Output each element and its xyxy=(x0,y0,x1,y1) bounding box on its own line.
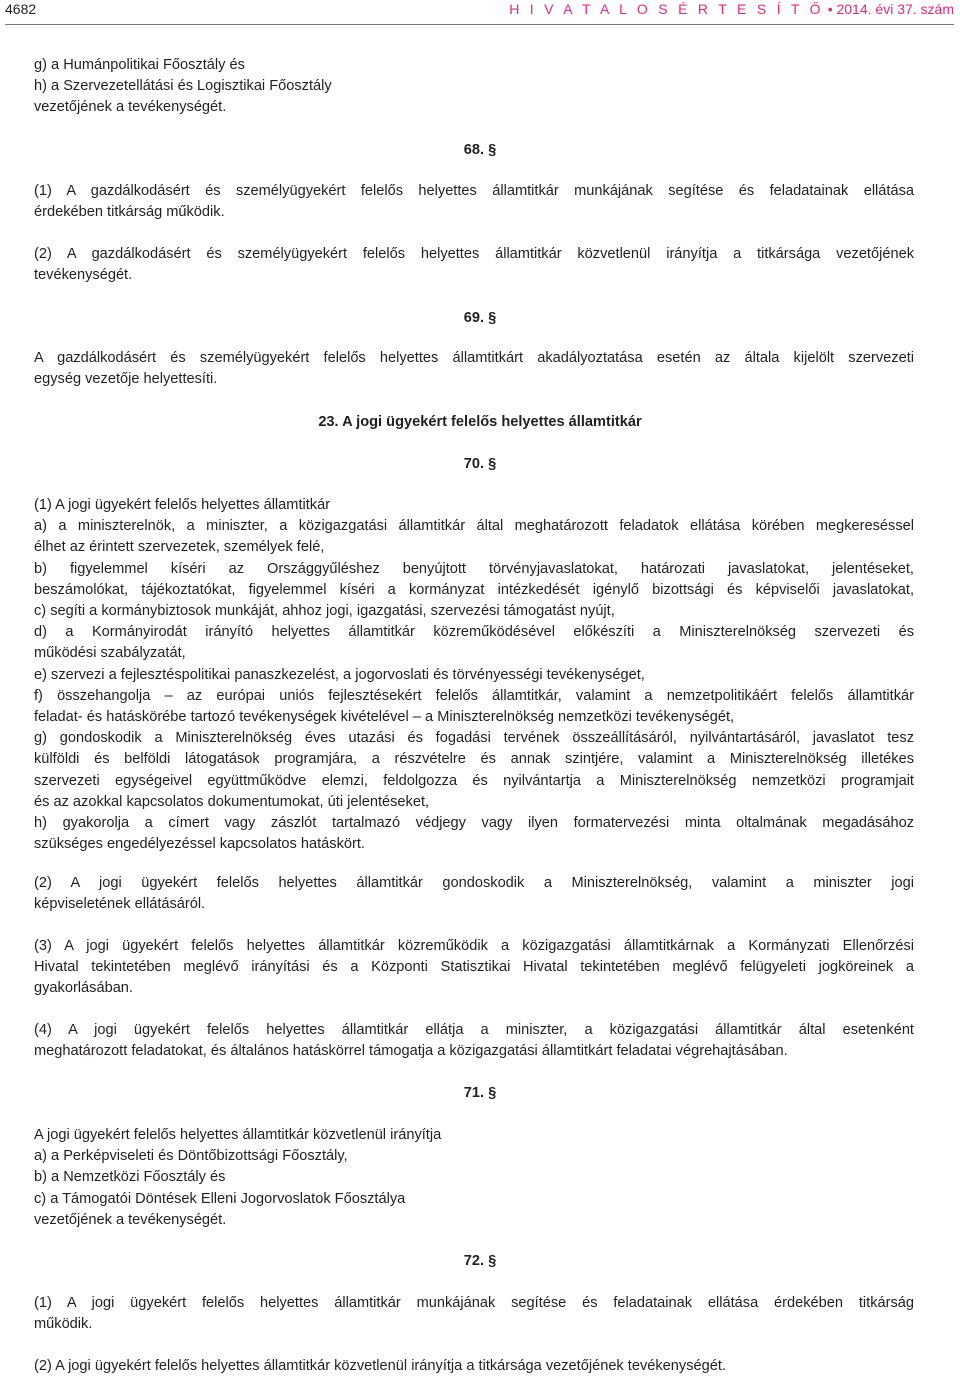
chapter-heading-23: 23. A jogi ügyekért felelős helyettes államtitkár xyxy=(318,414,642,430)
page-number: 4682 xyxy=(5,1,37,17)
paragraph-line: e) szervezi a fejlesztéspolitikai panaszkezelést, a jogorvoslati és törvényességi tevékenységet, xyxy=(34,666,645,683)
list-item: g) a Humánpolitikai Főosztály és xyxy=(34,57,245,73)
list-item: vezetőjének a tevékenységét. xyxy=(34,99,227,116)
paragraph-line: f) összehangolja – az európai uniós fejlesztésekért felelős államtitkár, valamint a nemzetpolitikáért felelős államtitkár xyxy=(34,687,914,704)
paragraph-line: és az azokkal kapcsolatos dokumentumokat, úti jelentéseket, xyxy=(34,793,430,810)
paragraph-69 xyxy=(34,348,914,390)
paragraph-line: A gazdálkodásért és személyügyekért felelős helyettes államtitkárt akadályoztatása esetén az általa kijelölt szervezeti xyxy=(34,350,914,366)
paragraph-line: g) gondoskodik a Miniszterelnökség éves utazási és fogadási tervének összeállításáról, nyilvántartásáról, javaslatot tesz xyxy=(34,730,914,747)
paragraph-line: élhet az érintett szervezetek, személyek felé, xyxy=(34,539,325,556)
paragraph-line: feladat- és hatáskörébe tartozó tevékenységek kivételével – a Miniszterelnökség nemzetközi tevékenységét, xyxy=(34,709,735,726)
paragraph-70-4 xyxy=(34,1020,914,1062)
paragraph-line: tevékenységét. xyxy=(34,267,133,284)
paragraph-line: (1) A gazdálkodásért és személyügyekért felelős helyettes államtitkár munkájának segítése és feladatainak ellátása xyxy=(34,183,914,199)
paragraph-72-2 xyxy=(34,1356,914,1377)
paragraph-68-2 xyxy=(34,244,914,286)
paragraph-line: szervezeti egységeivel együttműködve elemzi, feldolgozza és nyilvántartja a Miniszterelnökség nemzetközi programjait xyxy=(34,772,914,789)
section-heading-68: 68. § xyxy=(463,142,497,158)
header-rule xyxy=(5,24,954,25)
section-heading-72: 72. § xyxy=(463,1253,497,1269)
paragraph-line: (4) A jogi ügyekért felelős helyettes államtitkár ellátja a miniszter, a közigazgatási államtitkár által esetenként xyxy=(34,1022,914,1038)
paragraph-70-3 xyxy=(34,936,914,1000)
list-item: A jogi ügyekért felelős helyettes államtitkár közvetlenül irányítja xyxy=(34,1127,442,1143)
paragraph-line: beszámolókat, tájékoztatókat, figyelemmel kíséri a kormányzat intézkedését igénylő bizottsági és képviselői javaslatokat, xyxy=(34,581,914,598)
paragraph-line: külföldi és belföldi látogatások programjára, a részvételre és annak szintjére, valamint a Miniszterelnökség illetékes xyxy=(34,751,914,768)
list-item: h) a Szervezetellátási és Logisztikai Főosztály xyxy=(34,78,332,95)
paragraph-line: (3) A jogi ügyekért felelős helyettes államtitkár közreműködik a közigazgatási államtitkárnak a Kormányzati Ellenőrzési xyxy=(34,938,914,954)
paragraph-line: Hivatal tekintetében meglévő irányítási és a Központi Statisztikai Hivatal tekintetében meglévő felügyeleti jogköreinek a xyxy=(34,959,914,976)
paragraph-line: (1) A jogi ügyekért felelős helyettes államtitkár munkájának segítése és feladatainak ellátása érdekében titkárság xyxy=(34,1295,914,1311)
paragraph-line: működik. xyxy=(34,1316,93,1333)
paragraph-70-2 xyxy=(34,873,914,915)
list-item: vezetőjének a tevékenységét. xyxy=(34,1211,227,1228)
paragraph-71 xyxy=(34,1125,914,1231)
paragraph-line: b) figyelemmel kíséri az Országgyűléshez benyújtott törvényjavaslatokat, határozati javaslatokat, jelentéseket, xyxy=(34,560,914,577)
paragraph-line: (2) A jogi ügyekért felelős helyettes államtitkár közvetlenül irányítja a titkársága vezetőjének tevékenységét. xyxy=(34,1358,726,1374)
paragraph-68-1 xyxy=(34,181,914,223)
section-heading-71: 71. § xyxy=(463,1085,497,1101)
paragraph-line: működési szabályzatát, xyxy=(34,645,186,662)
paragraph-line: érdekében titkárság működik. xyxy=(34,204,225,221)
section-heading-70: 70. § xyxy=(463,456,497,472)
paragraph-line: gyakorlásában. xyxy=(34,980,133,997)
continuation-list xyxy=(34,55,914,119)
paragraph-line: egység vezetője helyettesíti. xyxy=(34,371,218,388)
paragraph-72-1 xyxy=(34,1293,914,1335)
paragraph-70-1 xyxy=(34,495,914,855)
paragraph-line: c) segíti a kormánybiztosok munkáját, ahhoz jogi, igazgatási, szervezési támogatást nyújt, xyxy=(34,603,615,620)
paragraph-line: h) gyakorolja a címert vagy zászlót tartalmazó védjegy vagy ilyen formatervezési minta oltalmának megadásához xyxy=(34,815,914,832)
issue-number: 2014. évi 37. szám xyxy=(836,1,954,17)
paragraph-line: meghatározott feladatokat, és általános hatáskörrel támogatja a közigazgatási államtitkárt feladatai végrehajtásában. xyxy=(34,1043,788,1060)
paragraph-line: képviseletének ellátásáról. xyxy=(34,896,206,913)
paragraph-line: (1) A jogi ügyekért felelős helyettes államtitkár xyxy=(34,497,331,513)
list-item: b) a Nemzetközi Főosztály és xyxy=(34,1169,226,1186)
header-bullet: • xyxy=(827,1,833,17)
paragraph-line: (2) A jogi ügyekért felelős helyettes államtitkár gondoskodik a Miniszterelnökség, valamint a miniszter jogi xyxy=(34,875,914,891)
running-header xyxy=(509,0,954,20)
paragraph-line: (2) A gazdálkodásért és személyügyekért felelős helyettes államtitkár közvetlenül irányítja a titkársága vezetőjének xyxy=(34,246,914,262)
paragraph-line: a) a miniszterelnök, a miniszter, a közigazgatási államtitkár által meghatározott feladatok ellátása körében megkereséssel xyxy=(34,518,914,535)
paragraph-line: szükséges engedélyezéssel kapcsolatos hatáskört. xyxy=(34,836,365,853)
paragraph-line: d) a Kormányirodát irányító helyettes államtitkár közreműködésével előkészíti a Miniszterelnökség szervezeti és xyxy=(34,624,914,641)
list-item: a) a Perképviseleti és Döntőbizottsági Főosztály, xyxy=(34,1148,348,1165)
publication-title: H I V A T A L O S É R T E S Í T Ő xyxy=(509,1,824,17)
list-item: c) a Támogatói Döntések Elleni Jogorvoslatok Főosztálya xyxy=(34,1190,406,1207)
section-heading-69: 69. § xyxy=(463,310,497,326)
